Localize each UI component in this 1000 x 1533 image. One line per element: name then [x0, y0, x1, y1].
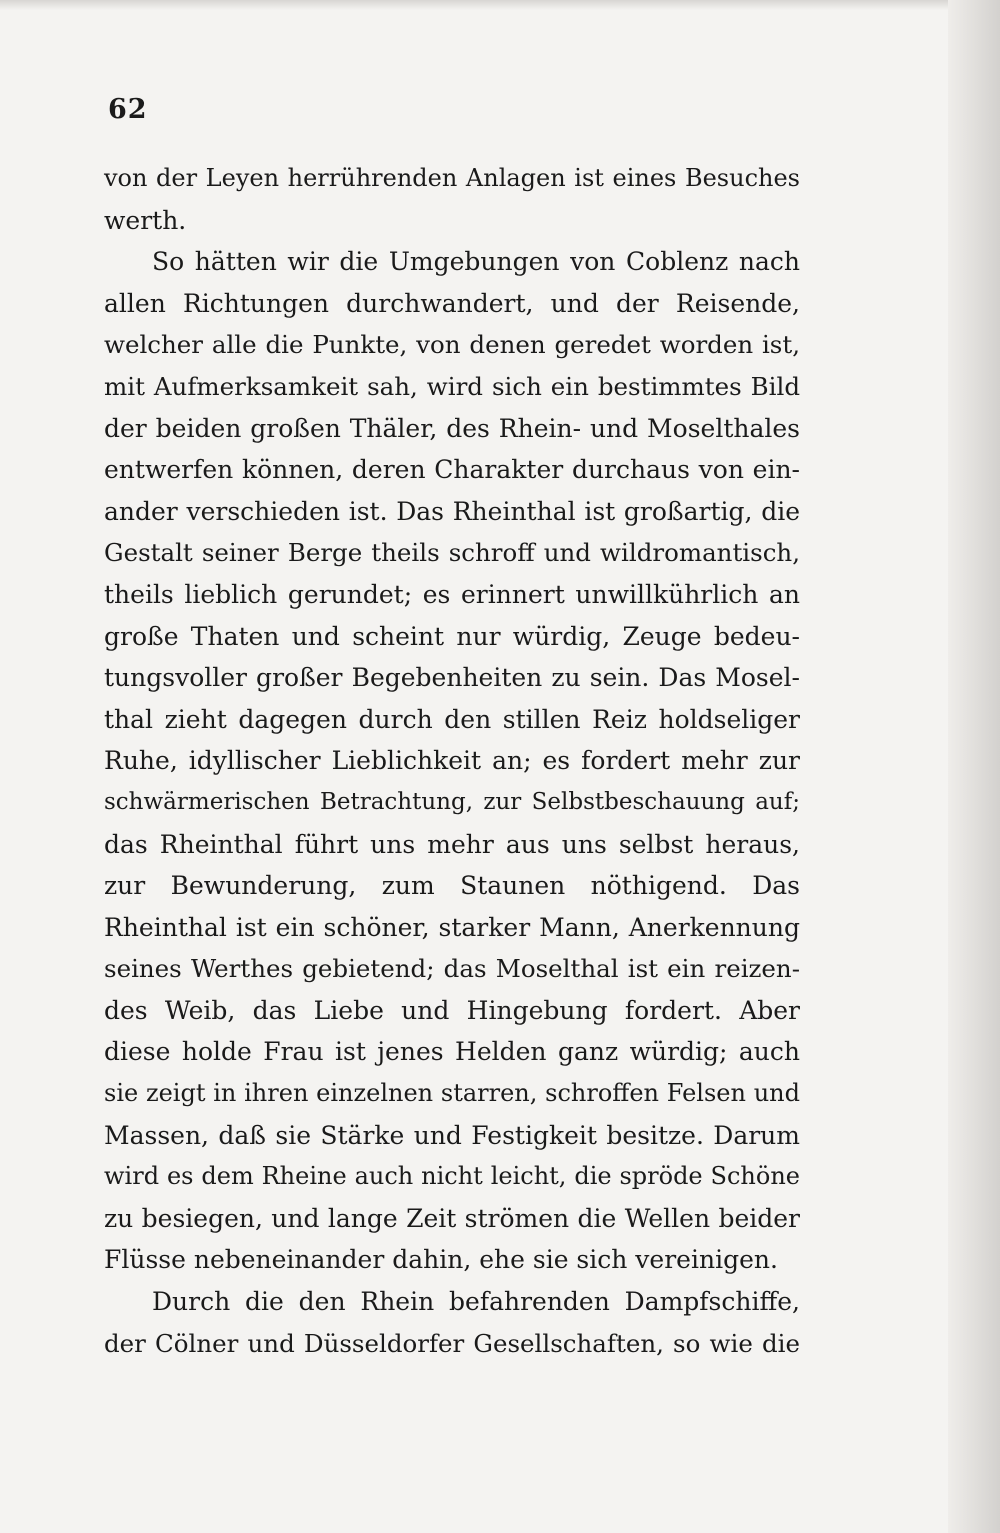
- text-line: der Cölner und Düsseldorfer Gesellschaften, so wie die: [104, 1328, 800, 1358]
- text-line: Massen, daß sie Stärke und Festigkeit besitze. Darum: [104, 1120, 800, 1150]
- text-line: entwerfen können, deren Charakter durchaus von ein-: [104, 455, 800, 485]
- text-line: So hätten wir die Umgebungen von Coblenz nach: [152, 247, 800, 277]
- text-line: theils lieblich gerundet; es erinnert unwillkührlich an: [104, 579, 800, 609]
- text-line: Ruhe, idyllischer Lieblichkeit an; es fordert mehr zur: [104, 746, 800, 776]
- text-line: von der Leyen herrührenden Anlagen ist eines Besuches: [104, 164, 800, 192]
- text-line: Rheinthal ist ein schöner, starker Mann, Anerkennung: [104, 912, 800, 942]
- text-line: mit Aufmerksamkeit sah, wird sich ein bestimmtes Bild: [104, 371, 800, 401]
- text-line: welcher alle die Punkte, von denen geredet worden ist,: [104, 330, 800, 360]
- text-line: tungsvoller großer Begebenheiten zu sein. Das Mosel-: [104, 663, 800, 693]
- text-line: große Thaten und scheint nur würdig, Zeuge bedeu-: [104, 621, 800, 651]
- text-line: das Rheinthal führt uns mehr aus uns selbst heraus,: [104, 829, 800, 859]
- text-line: werth.: [104, 205, 187, 235]
- text-line: ander verschieden ist. Das Rheinthal ist großartig, die: [104, 496, 800, 526]
- text-line: sie zeigt in ihren einzelnen starren, schroffen Felsen und: [104, 1079, 800, 1108]
- text-line: thal zieht dagegen durch den stillen Reiz holdseliger: [104, 704, 800, 734]
- page-number: 62: [108, 94, 148, 125]
- text-line: wird es dem Rheine auch nicht leicht, die spröde Schöne: [104, 1162, 800, 1191]
- text-line: allen Richtungen durchwandert, und der Reisende,: [104, 288, 800, 318]
- text-line: zur Bewunderung, zum Staunen nöthigend. Das: [104, 871, 800, 901]
- top-shadow: [0, 0, 1000, 10]
- text-line: schwärmerischen Betrachtung, zur Selbstbeschauung auf;: [104, 788, 800, 815]
- text-line: Flüsse nebeneinander dahin, ehe sie sich vereinigen.: [104, 1245, 778, 1275]
- text-line: Gestalt seiner Berge theils schroff und wildromantisch,: [104, 538, 800, 568]
- text-line: Durch die den Rhein befahrenden Dampfschiffe,: [152, 1287, 800, 1317]
- text-line: seines Werthes gebietend; das Moselthal ist ein reizen-: [104, 954, 800, 984]
- text-line: des Weib, das Liebe und Hingebung fordert. Aber: [104, 995, 800, 1025]
- page-gutter-shadow: [948, 0, 1000, 1533]
- body-text: [104, 158, 800, 1364]
- text-line: der beiden großen Thäler, des Rhein- und Moselthales: [104, 413, 800, 443]
- text-line: diese holde Frau ist jenes Helden ganz würdig; auch: [104, 1037, 800, 1067]
- text-line: zu besiegen, und lange Zeit strömen die Wellen beider: [104, 1203, 800, 1233]
